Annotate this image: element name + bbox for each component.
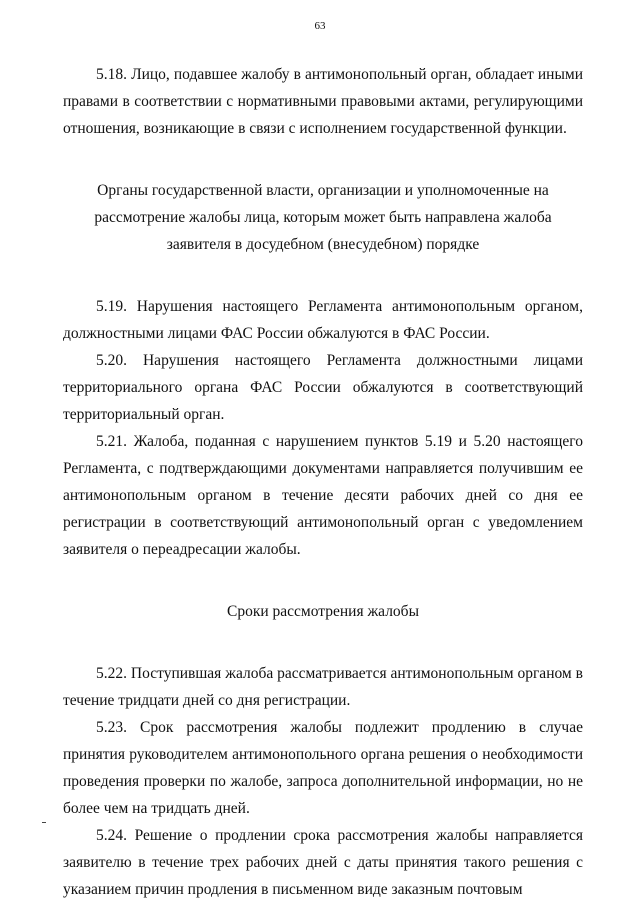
spacer <box>63 258 583 293</box>
scan-mark <box>42 822 46 823</box>
section-heading-complaint-bodies: Органы государственной власти, организации и уполномоченные на рассмотрение жалобы лица, которым может быть направлена жалоба заявителя в досудебном (внесудебном) порядке <box>94 182 552 253</box>
paragraph-5-23: 5.23. Срок рассмотрения жалобы подлежит продлению в случае принятия руководителем антимонопольного органа решения о необходимости проведения проверки по жалобе, запроса дополнительной информации, но не более чем на тридцать дней. <box>63 719 583 817</box>
spacer <box>63 142 583 177</box>
paragraph-5-20: 5.20. Нарушения настоящего Регламента должностными лицами территориального органа ФАС России обжалуются в соответствующий территориальный орган. <box>63 352 583 423</box>
document-body <box>63 61 583 903</box>
spacer <box>63 563 583 598</box>
paragraph-5-19: 5.19. Нарушения настоящего Регламента антимонопольным органом, должностными лицами ФАС России обжалуются в ФАС России. <box>63 298 583 342</box>
paragraph-5-21: 5.21. Жалоба, поданная с нарушением пунктов 5.19 и 5.20 настоящего Регламента, с подтверждающими документами направляется получившим ее антимонопольным органом в течение десяти рабочих дней со дня ее регистрации в соответствующий антимонопольный орган с уведомлением заявителя о переадресации жалобы. <box>63 433 583 558</box>
page-number: 63 <box>314 20 326 32</box>
paragraph-5-22: 5.22. Поступившая жалоба рассматривается антимонопольным органом в течение тридцати дней со дня регистрации. <box>63 665 583 709</box>
section-heading-review-terms: Сроки рассмотрения жалобы <box>227 603 419 620</box>
paragraph-5-24: 5.24. Решение о продлении срока рассмотрения жалобы направляется заявителю в течение трех рабочих дней с даты принятия такого решения с указанием причин продления в письменном виде заказным почтовым <box>63 827 583 898</box>
spacer <box>63 625 583 660</box>
paragraph-5-18: 5.18. Лицо, подавшее жалобу в антимонопольный орган, обладает иными правами в соответствии с нормативными правовыми актами, регулирующими отношения, возникающие в связи с исполнением государственной функции. <box>63 66 583 137</box>
